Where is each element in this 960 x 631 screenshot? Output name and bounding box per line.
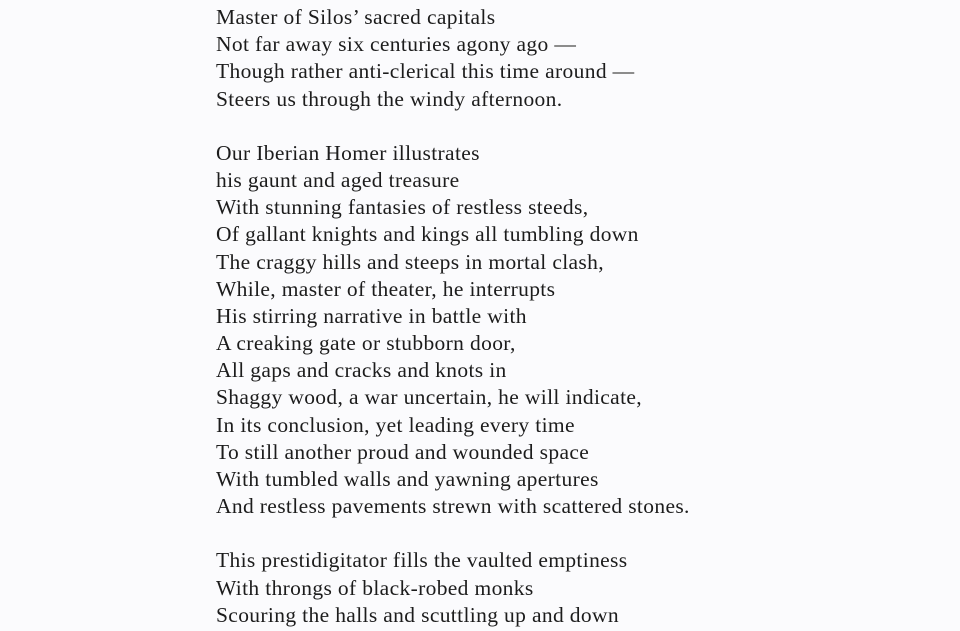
stanza-2 bbox=[216, 140, 690, 521]
poem-line: Though rather anti-clerical this time around — bbox=[216, 59, 635, 84]
poem-line: Shaggy wood, a war uncertain, he will indicate, bbox=[216, 385, 643, 410]
poem-line: A creaking gate or stubborn door, bbox=[216, 331, 516, 356]
poem-line: All gaps and cracks and knots in bbox=[216, 358, 507, 383]
stanza-1 bbox=[216, 4, 690, 113]
poem-line: The craggy hills and steeps in mortal clash, bbox=[216, 249, 604, 274]
poem-line: With stunning fantasies of restless steeds, bbox=[216, 195, 589, 220]
poem bbox=[216, 4, 690, 631]
poem-line: Of gallant knights and kings all tumbling down bbox=[216, 222, 639, 247]
poem-line: In its conclusion, yet leading every time bbox=[216, 412, 575, 437]
poem-line: With tumbled walls and yawning apertures bbox=[216, 467, 599, 491]
poem-line: his gaunt and aged treasure bbox=[216, 167, 460, 192]
stanza-3 bbox=[216, 547, 690, 629]
poem-line: Steers us through the windy afternoon. bbox=[216, 86, 563, 111]
poem-line: Scouring the halls and scuttling up and down bbox=[216, 602, 619, 627]
poem-line: And restless pavements strewn with scattered stones. bbox=[216, 494, 690, 519]
poem-line: Master of Silos’ sacred capitals bbox=[216, 5, 496, 29]
poem-line: This prestidigitator fills the vaulted emptiness bbox=[216, 548, 628, 573]
poem-line: Not far away six centuries agony ago — bbox=[216, 32, 577, 57]
poem-line: While, master of theater, he interrupts bbox=[216, 276, 556, 301]
poem-line: His stirring narrative in battle with bbox=[216, 303, 527, 328]
poem-line: With throngs of black-robed monks bbox=[216, 575, 534, 600]
poem-line: To still another proud and wounded space bbox=[216, 439, 590, 464]
poem-line: Our Iberian Homer illustrates bbox=[216, 140, 480, 165]
